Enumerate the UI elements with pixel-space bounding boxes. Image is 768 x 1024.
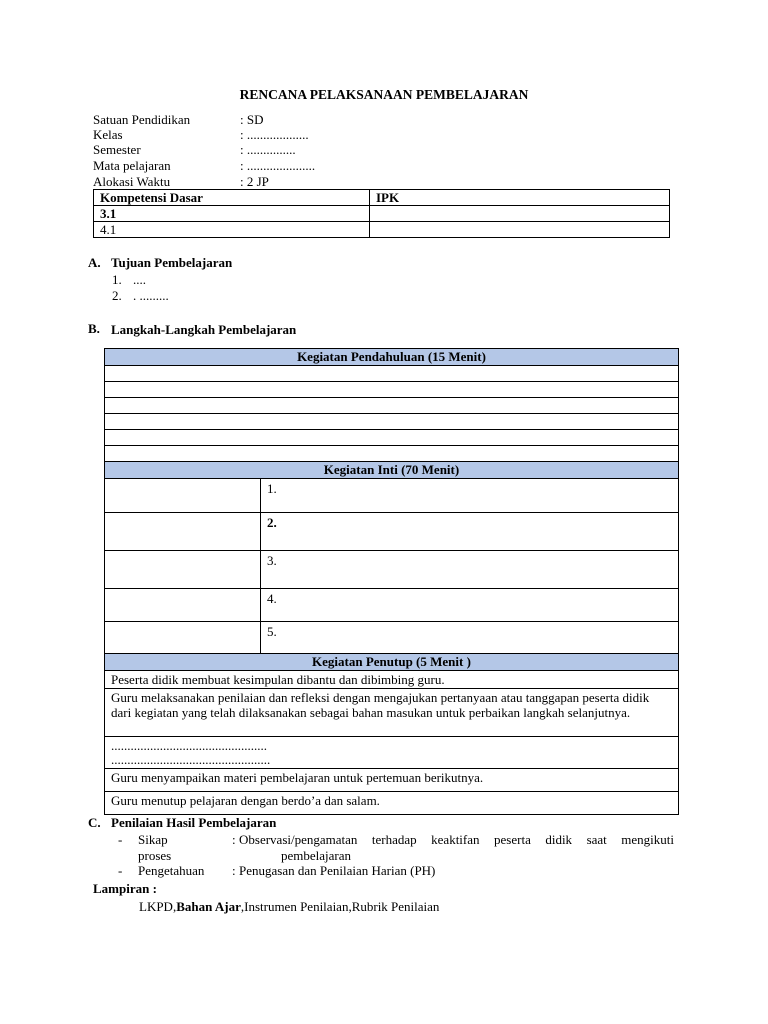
table-row [105,551,679,589]
identity-value: : ..................... [240,158,316,173]
lampiran-item: LKPD, [139,899,177,914]
kd-cell: 3.1 [94,206,370,222]
ipk-header: IPK [370,190,670,206]
blank-cell [105,414,679,430]
section-c-title: Penilaian Hasil Pembelajaran [111,815,277,830]
table-row [105,589,679,622]
blank-cell [105,622,261,654]
section-b-letter: B. [88,321,100,336]
dotted-line: ................................................ [111,738,267,753]
bullet: - [118,832,123,847]
table-row [105,671,679,689]
blank-cell [105,513,261,551]
penutup-header: Kegiatan Penutup (5 Menit ) [105,654,679,671]
list-text: .... [133,272,146,287]
penutup-item: Guru menutup pelajaran dengan berdo’a dan salam. [105,792,679,815]
inti-step: 5. [261,622,679,654]
pendahuluan-header: Kegiatan Pendahuluan (15 Menit) [105,349,679,366]
section-a-letter: A. [88,255,101,270]
table-row [94,206,670,222]
identity-value: : 2 JP [240,174,269,189]
table-header-row [94,190,670,206]
learning-steps-table [104,348,679,815]
section-a-title: Tujuan Pembelajaran [111,255,233,270]
penutup-item: Guru menyampaikan materi pembelajaran untuk pertemuan berikutnya. [105,769,679,792]
dotted-line: ................................................. [111,752,271,767]
section-c-letter: C. [88,815,101,830]
table-row [105,769,679,792]
assessment-value: Penugasan dan Penilaian Harian (PH) [239,863,436,878]
pendahuluan-header-row [105,349,679,366]
inti-step: 4. [261,589,679,622]
blank-cell [105,430,679,446]
identity-label: Kelas [93,127,123,142]
section-b-title: Langkah-Langkah Pembelajaran [111,322,297,337]
assessment-colon: : [232,863,236,878]
blank-cell [105,589,261,622]
penutup-item: Peserta didik membuat kesimpulan dibantu dan dibimbing guru. [105,671,679,689]
table-row [105,366,679,382]
list-item [112,272,146,288]
assessment-value: Observasi/pengamatan terhadap keaktifan peserta didik saat mengikuti [239,832,674,847]
assessment-label-cont: proses [138,848,172,863]
assessment-pengetahuan [118,863,674,879]
table-row [105,513,679,551]
lampiran-item-bold: Bahan Ajar [176,899,241,914]
kd-header: Kompetensi Dasar [94,190,370,206]
lampiran-title: Lampiran : [93,881,157,896]
table-row [94,222,670,238]
table-row [105,446,679,462]
identity-label: Mata pelajaran [93,158,171,173]
lampiran-item: ,Instrumen Penilaian,Rubrik Penilaian [240,899,440,914]
list-number: 1. [112,272,122,287]
identity-label: Alokasi Waktu [93,174,171,189]
document-title: RENCANA PELAKSANAAN PEMBELAJARAN [239,87,529,102]
table-row [105,689,679,737]
inti-step: 2. [261,513,679,551]
identity-value: : SD [240,112,264,127]
penutup-item: Guru melaksanakan penilaian dan refleksi dengan mengajukan pertanyaan atau tanggapan peserta didik dari kegiatan yang telah dilaksanakan sebagai bahan masukan untuk perbaikan langkah selanjutnya. [105,689,679,737]
assessment-label: Pengetahuan [138,863,205,878]
assessment-value-cont: pembelajaran [281,848,352,863]
table-row [105,430,679,446]
penutup-item [105,737,679,769]
table-row [105,382,679,398]
inti-step: 1. [261,479,679,513]
inti-header: Kegiatan Inti (70 Menit) [105,462,679,479]
blank-cell [105,446,679,462]
blank-cell [105,366,679,382]
blank-cell [105,551,261,589]
blank-cell [105,382,679,398]
kd-cell: 4.1 [94,222,370,238]
identity-label: Semester [93,142,141,157]
table-row [105,792,679,815]
inti-step: 3. [261,551,679,589]
inti-header-row [105,462,679,479]
assessment-sikap [118,832,674,864]
blank-cell [105,398,679,414]
kd-ipk-table [93,189,670,238]
assessment-colon: : [232,832,236,847]
table-row [105,479,679,513]
table-row [105,622,679,654]
bullet: - [118,863,123,878]
table-row [105,737,679,769]
blank-cell [105,479,261,513]
list-number: 2. [112,288,122,303]
table-row [105,398,679,414]
list-item [112,288,169,304]
ipk-cell [370,206,670,222]
assessment-label: Sikap [138,832,168,847]
ipk-cell [370,222,670,238]
identity-value: : ............... [240,142,296,157]
lampiran-list [139,899,439,915]
identity-label: Satuan Pendidikan [93,112,191,127]
penutup-header-row [105,654,679,671]
identity-value: : ................... [240,127,309,142]
table-row [105,414,679,430]
list-text: . ......... [133,288,169,303]
